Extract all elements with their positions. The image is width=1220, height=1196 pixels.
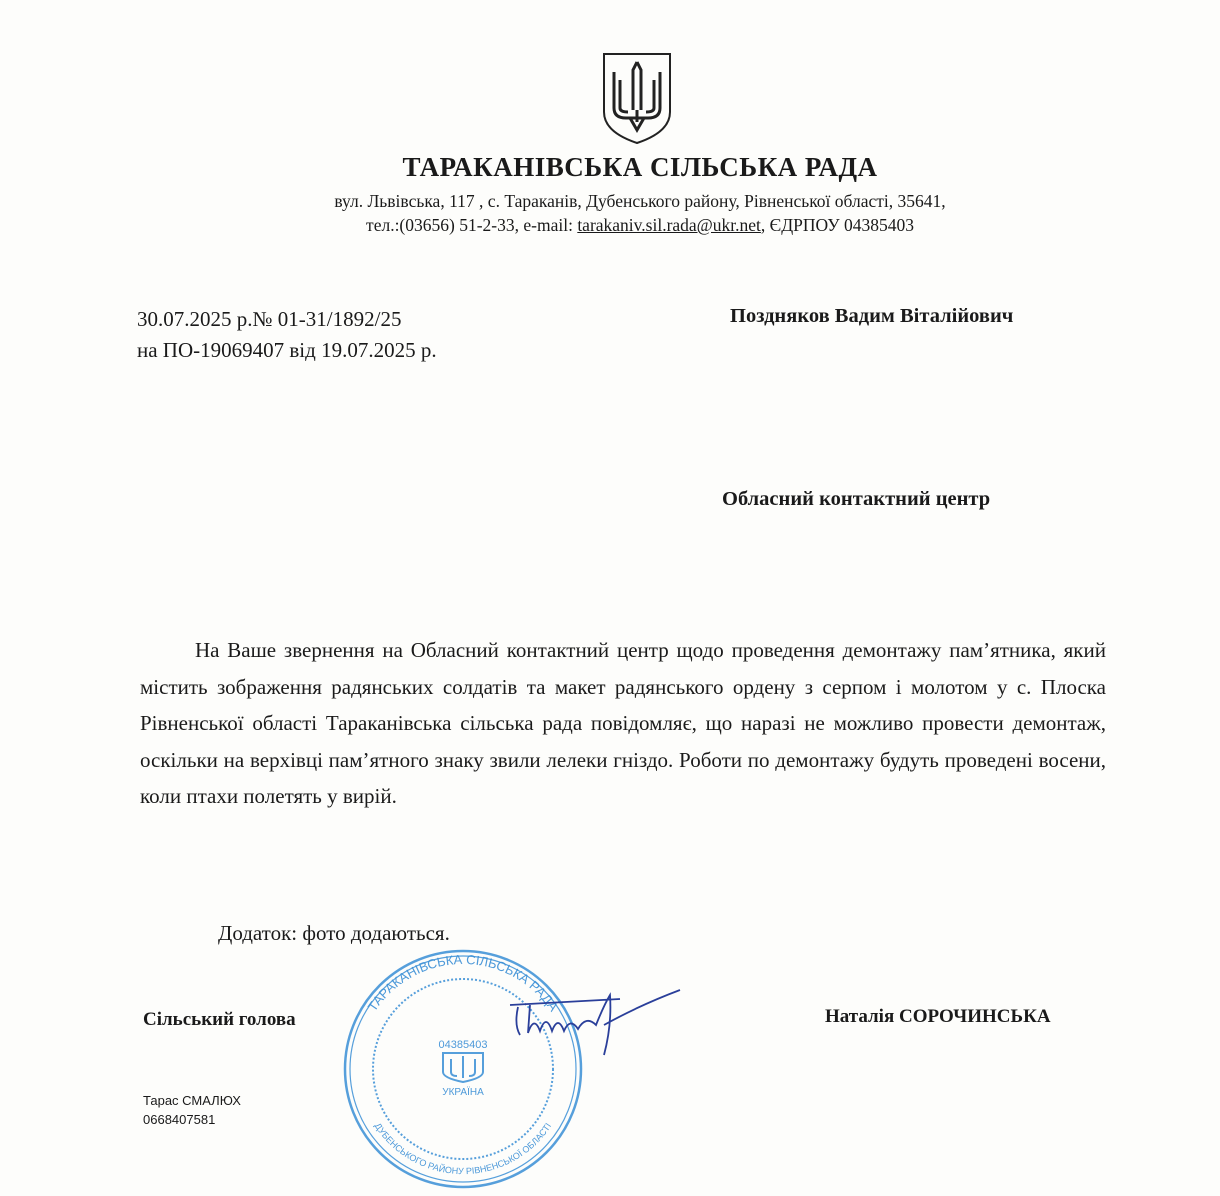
- recipient-name: Поздняков Вадим Віталійович: [730, 305, 1014, 327]
- recipient-organization: Обласний контактний центр: [722, 488, 991, 510]
- attachment-note: Додаток: фото додаються.: [218, 921, 450, 945]
- phone: тел.:(03656) 51-2-33, e-mail:: [366, 215, 578, 235]
- official-stamp: [338, 944, 588, 1194]
- signer-position: Сільський голова: [143, 1009, 296, 1030]
- stamp-country: УКРАЇНА: [442, 1087, 484, 1098]
- stamp-inner-text: ДУБЕНСЬКОГО РАЙОНУ РІВНЕНСЬКОЇ ОБЛАСТІ: [372, 1121, 554, 1177]
- stamp-code: 04385403: [438, 1039, 488, 1051]
- outgoing-number: 30.07.2025 р.№ 01-31/1892/25: [137, 307, 402, 331]
- council-contacts: [0, 215, 1220, 236]
- letter-body: На Ваше звернення на Обласний контактний центр щодо проведення демонтажу пам’ятника, який містить зображення радянських солдатів та макет радянського ордену з серпом і молотом у с. Плоска Рівненської області Тараканівська сільська рада повідомляє, що наразі не можливо провести демонтаж, оскільки на верхівці пам’ятного знаку звили лелеки гніздо. Роботи по демонтажу будуть проведені восени, коли птахи полетять у вирій.: [140, 638, 1106, 808]
- council-address: вул. Львівська, 117 , с. Тараканів, Дубенського району, Рівненської області, 35641,: [334, 191, 946, 211]
- council-title: ТАРАКАНІВСЬКА СІЛЬСЬКА РАДА: [402, 152, 878, 182]
- edrpou: , ЄДРПОУ 04385403: [760, 215, 914, 235]
- stamp-outer-text: ТАРАКАНІВСЬКА СІЛЬСЬКА РАДА: [364, 951, 562, 1014]
- executor-phone: 0668407581: [143, 1112, 216, 1127]
- email-link[interactable]: tarakaniv.sil.rada@ukr.net: [577, 215, 761, 235]
- incoming-reference: на ПО-19069407 від 19.07.2025 р.: [137, 338, 437, 362]
- handwritten-signature: [500, 985, 690, 1065]
- ukraine-trident-icon: [600, 50, 674, 146]
- signer-name: Наталія СОРОЧИНСЬКА: [825, 1006, 1051, 1027]
- executor-name: Тарас СМАЛЮХ: [143, 1093, 241, 1108]
